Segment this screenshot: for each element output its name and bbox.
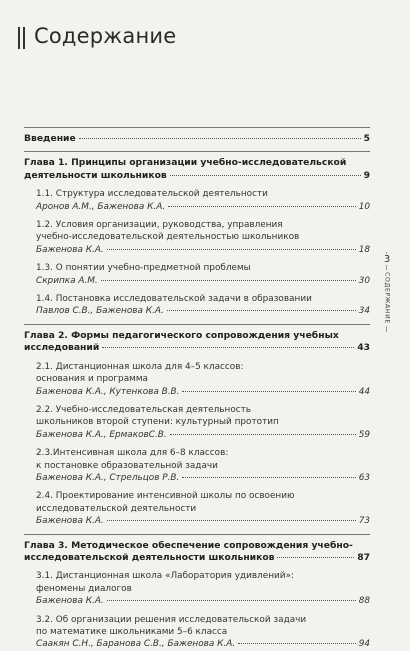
toc-item	[36, 447, 370, 484]
toc-item-title: исследовательской деятельности	[36, 503, 197, 514]
toc-item-title: 1.1. Структура исследовательской деятельности	[36, 189, 268, 200]
leader-dots	[170, 434, 356, 435]
leader-dots	[107, 600, 356, 601]
toc-item-page: 18	[358, 244, 370, 255]
toc-item-authors: Саакян С.Н., Баранова С.В., Баженова К.А.	[36, 639, 236, 650]
toc-chapter	[24, 540, 370, 565]
toc-chapter-title: исследовательской деятельности школьников	[24, 551, 275, 563]
leader-dots	[182, 477, 355, 478]
toc-item-title: 1.2. Условия организации, руководства, управления	[36, 220, 283, 231]
toc-item	[36, 361, 370, 398]
header-rule-right	[23, 27, 25, 49]
leader-dots	[182, 391, 355, 392]
divider	[24, 534, 370, 535]
toc-item-authors: Баженова К.А.	[36, 596, 104, 607]
leader-dots	[238, 643, 356, 644]
side-tab	[377, 252, 397, 332]
leader-dots	[107, 249, 356, 250]
toc-item-title: школьников второй ступени: культурный прототип	[36, 417, 279, 428]
toc-item-title: 2.2. Учебно-исследовательская деятельность	[36, 404, 252, 415]
leader-dots	[101, 280, 356, 281]
toc-item-title: основания и программа	[36, 374, 148, 385]
divider	[24, 127, 370, 128]
toc-chapter	[24, 330, 370, 355]
side-section-label: СОДЕРЖАНИЕ	[383, 272, 391, 324]
toc-item	[36, 262, 370, 287]
toc-item-authors: Баженова К.А., Кутенкова В.В.	[36, 386, 180, 397]
toc-item	[36, 614, 370, 651]
toc-item-page: 94	[358, 639, 370, 650]
toc-item-authors: Баженова К.А.	[36, 516, 104, 527]
toc-item-title: 3.1. Дистанционная школа «Лаборатория удивлений»:	[36, 571, 294, 582]
toc-chapter-page: 87	[357, 551, 370, 563]
toc-item-page: 10	[358, 201, 370, 212]
divider	[24, 151, 370, 152]
toc-chapter-title: Глава 2. Формы педагогического сопровождения учебных	[24, 329, 339, 341]
toc-item-page: 73	[358, 516, 370, 527]
toc-item-page: 30	[358, 275, 370, 286]
leader-dots	[168, 206, 356, 207]
leader-dots	[167, 310, 356, 311]
toc-item	[36, 293, 370, 318]
toc-item-title: феномены диалогов	[36, 583, 132, 594]
toc-chapter-page: 9	[363, 169, 370, 181]
toc-intro	[24, 133, 370, 145]
toc-item-authors: Скрипка А.М.	[36, 275, 98, 286]
toc-item-page: 44	[358, 386, 370, 397]
toc-item-title: 2.3.Интенсивная школа для 6–8 классов:	[36, 448, 229, 459]
toc-item-title: к постановке образовательной задачи	[36, 460, 218, 471]
side-page-number: 3	[377, 254, 397, 265]
toc-item-authors: Баженова К.А., Стрельцов Р.В.	[36, 472, 180, 483]
toc-item-authors: Павлов С.В., Баженова К.А.	[36, 306, 164, 317]
toc-chapter-page: 43	[357, 342, 370, 354]
toc-item-title: по математике школьниками 5–6 класса	[36, 627, 228, 637]
toc-item-title: 3.2. Об организации решения исследовательской задачи	[36, 614, 307, 625]
divider	[24, 324, 370, 325]
toc-item-title: 2.1. Дистанционная школа для 4–5 классов:	[36, 361, 244, 372]
leader-dots	[102, 347, 354, 348]
toc-item-authors: Баженова К.А., ЕрмаковС.В.	[36, 429, 167, 440]
leader-dots	[277, 557, 354, 558]
toc-chapter	[24, 157, 370, 182]
table-of-contents	[24, 121, 370, 651]
toc-chapter-title: Глава 1. Принципы организации учебно-исследовательской	[24, 157, 347, 169]
toc-item-page: 88	[358, 596, 370, 607]
toc-item-page: 59	[358, 429, 370, 440]
toc-chapters	[24, 151, 370, 650]
toc-item-authors: Аронов А.М., Баженова К.А.	[36, 201, 166, 212]
toc-chapter-title: деятельности школьников	[24, 169, 167, 181]
toc-item-title: 2.4. Проектирование интенсивной школы по освоению	[36, 491, 295, 502]
header-rule-left	[18, 27, 20, 49]
toc-item-page: 63	[358, 472, 370, 483]
toc-item	[36, 219, 370, 256]
toc-item-title: учебно-исследовательской деятельностью школьников	[36, 232, 300, 243]
toc-item	[36, 490, 370, 527]
toc-intro-page: 5	[363, 133, 370, 144]
page-title: Содержание	[34, 24, 177, 48]
toc-item	[36, 188, 370, 213]
toc-chapter-title: исследований	[24, 342, 100, 354]
toc-chapter-title: Глава 3. Методическое обеспечение сопровождения учебно-	[24, 539, 353, 551]
toc-item-title: 1.4. Постановка исследовательской задачи в образовании	[36, 294, 312, 305]
leader-dots	[107, 520, 356, 521]
toc-item-authors: Баженова К.А.	[36, 244, 104, 255]
leader-dots	[170, 175, 361, 176]
toc-item	[36, 404, 370, 441]
toc-item	[36, 570, 370, 607]
toc-item-page: 34	[358, 306, 370, 317]
toc-intro-title: Введение	[24, 133, 76, 144]
toc-item-title: 1.3. О понятии учебно-предметной проблемы	[36, 263, 251, 274]
leader-dots	[79, 138, 361, 139]
